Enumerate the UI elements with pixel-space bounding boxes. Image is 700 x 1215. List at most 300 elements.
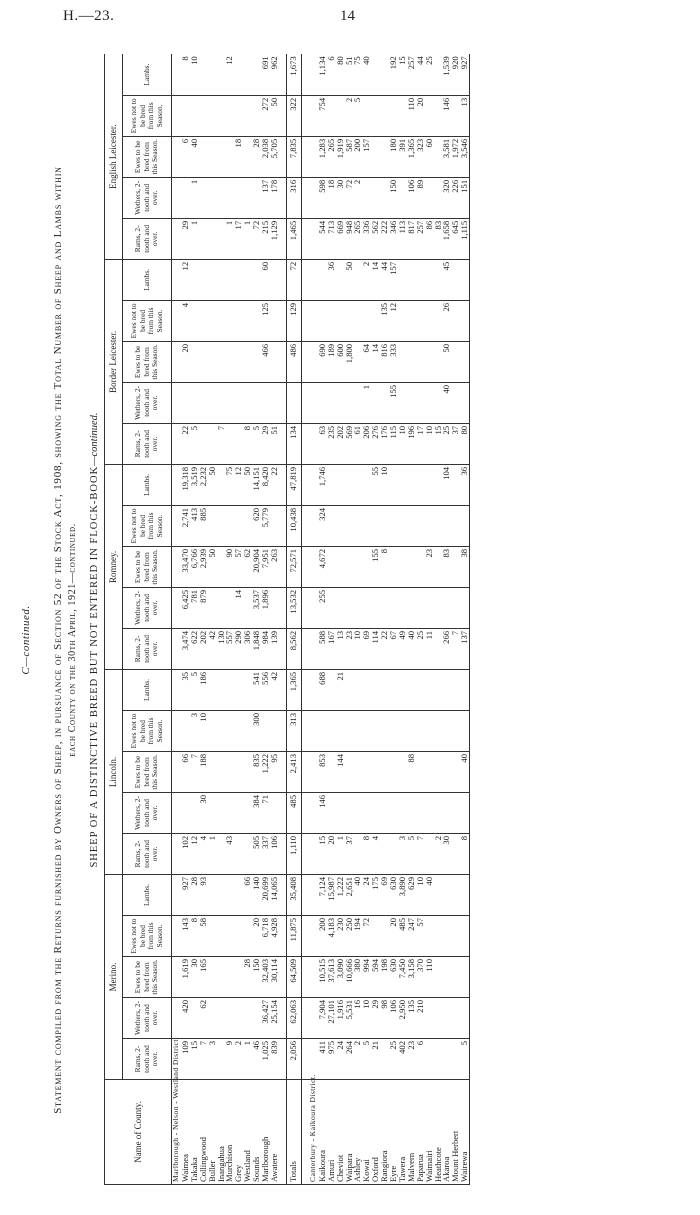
value-cell [345, 300, 354, 341]
county-name: Wairewa [460, 1080, 469, 1185]
value-cell: 1,896 [261, 587, 270, 628]
value-cell [380, 587, 389, 628]
subtitle-text: SHEEP OF A DISTINCTIVE BREED BUT NOT ENTERED IN FLOCK-BOOK [89, 465, 100, 868]
value-cell [407, 259, 416, 300]
subcolumn-header: Rams, 2-tooth and over. [123, 628, 172, 669]
value-cell [416, 587, 425, 628]
district-name: Canterbury - Kaikoura District. [309, 1080, 318, 1185]
value-cell: 15 [318, 833, 327, 874]
value-cell [398, 546, 407, 587]
value-cell: 7,450 [398, 957, 407, 998]
value-cell [451, 669, 460, 710]
spacer-cell [301, 136, 309, 177]
value-cell [345, 669, 354, 710]
county-name: Sounds [252, 1080, 261, 1185]
value-cell: 2,741 [181, 505, 190, 546]
value-cell: 2,038 [261, 136, 270, 177]
county-name: Tawera [398, 1080, 407, 1185]
value-cell: 688 [318, 669, 327, 710]
value-cell [451, 341, 460, 382]
value-cell: 93 [199, 874, 208, 915]
value-cell [380, 792, 389, 833]
value-cell [309, 259, 318, 300]
value-cell [416, 669, 425, 710]
value-cell [398, 464, 407, 505]
subcolumn-header: Wethers, 2-tooth and over. [123, 792, 172, 833]
spacer-cell [279, 628, 287, 669]
value-cell: 2,413 [286, 751, 301, 792]
value-cell [243, 54, 252, 95]
value-cell: 13,532 [286, 587, 301, 628]
value-cell: 17 [234, 218, 243, 259]
value-cell: 322 [286, 95, 301, 136]
value-cell [270, 259, 279, 300]
value-cell: 1,110 [286, 833, 301, 874]
value-cell [407, 464, 416, 505]
value-cell: 5 [362, 1039, 371, 1080]
value-cell: 485 [398, 916, 407, 957]
value-cell: 1 [243, 1039, 252, 1080]
value-cell: 109 [181, 1039, 190, 1080]
value-cell: 1,134 [318, 54, 327, 95]
value-cell: 62 [243, 546, 252, 587]
county-name: Oxford [371, 1080, 380, 1185]
value-cell: 1,465 [286, 218, 301, 259]
breed-group-header: Border Leicester. [105, 259, 123, 464]
value-cell: 235 [327, 423, 336, 464]
county-name: Ashley [353, 1080, 362, 1185]
value-cell: 25,154 [270, 998, 279, 1039]
value-cell: 26 [442, 300, 451, 341]
county-name: Grey [234, 1080, 243, 1185]
subcolumn-header: Lambs. [123, 54, 172, 95]
county-name: Takaka [190, 1080, 199, 1185]
value-cell: 176 [380, 423, 389, 464]
value-cell [389, 587, 398, 628]
subcolumn-header: Ewes not to be bred from this Season. [123, 300, 172, 341]
county-name: Waipara [345, 1080, 354, 1185]
value-cell [208, 957, 217, 998]
value-cell: 8 [190, 916, 199, 957]
value-cell: 64 [362, 341, 371, 382]
value-cell [336, 546, 345, 587]
value-cell [425, 710, 434, 751]
subcolumn-header: Lambs. [123, 464, 172, 505]
value-cell [353, 464, 362, 505]
value-cell: 40 [460, 751, 469, 792]
value-cell: 920 [451, 54, 460, 95]
value-cell: 594 [371, 957, 380, 998]
value-cell [380, 710, 389, 751]
county-name: Malvern [407, 1080, 416, 1185]
value-cell: 10,515 [318, 957, 327, 998]
value-cell: 8 [243, 423, 252, 464]
value-cell [234, 259, 243, 300]
value-cell: 40 [425, 874, 434, 915]
value-cell: 28 [252, 136, 261, 177]
value-cell [225, 751, 234, 792]
value-cell: 544 [318, 218, 327, 259]
value-cell [181, 792, 190, 833]
value-cell [425, 95, 434, 136]
value-cell: 50 [208, 546, 217, 587]
value-cell: 146 [318, 792, 327, 833]
value-cell [225, 874, 234, 915]
value-cell [172, 382, 181, 423]
value-cell: 95 [270, 751, 279, 792]
value-cell: 927 [460, 54, 469, 95]
value-cell: 66 [181, 751, 190, 792]
value-cell: 927 [181, 874, 190, 915]
value-cell: 562 [371, 218, 380, 259]
value-cell [336, 587, 345, 628]
value-cell: 1 [362, 382, 371, 423]
value-cell [225, 792, 234, 833]
value-cell [327, 300, 336, 341]
value-cell: 102 [181, 833, 190, 874]
value-cell [199, 136, 208, 177]
value-cell [234, 669, 243, 710]
value-cell [425, 259, 434, 300]
value-cell [434, 998, 443, 1039]
value-cell: 72 [362, 916, 371, 957]
value-cell: 15 [398, 54, 407, 95]
value-cell [460, 505, 469, 546]
value-cell [199, 177, 208, 218]
value-cell [389, 669, 398, 710]
value-cell: 384 [252, 792, 261, 833]
spacer-cell [279, 916, 287, 957]
value-cell [398, 382, 407, 423]
value-cell [234, 916, 243, 957]
value-cell: 58 [199, 916, 208, 957]
value-cell: 24 [336, 1039, 345, 1080]
value-cell: 215 [261, 218, 270, 259]
value-cell [460, 300, 469, 341]
county-name: Collingwood [199, 1080, 208, 1185]
value-cell: 230 [336, 916, 345, 957]
value-cell [309, 300, 318, 341]
value-cell: 2,939 [199, 546, 208, 587]
subcolumn-header: Ewes to be bred from this Season. [123, 546, 172, 587]
spacer-cell [301, 546, 309, 587]
value-cell [243, 177, 252, 218]
value-cell [389, 751, 398, 792]
value-cell [217, 259, 226, 300]
value-cell [243, 300, 252, 341]
value-cell [345, 546, 354, 587]
value-cell [190, 259, 199, 300]
spacer-cell [301, 792, 309, 833]
value-cell: 114 [371, 628, 380, 669]
county-name: Kaikoura [318, 1080, 327, 1185]
value-cell: 24 [362, 874, 371, 915]
value-cell: 3,546 [460, 136, 469, 177]
value-cell [442, 669, 451, 710]
value-cell: 21 [371, 1039, 380, 1080]
value-cell [407, 546, 416, 587]
value-cell [190, 382, 199, 423]
value-cell: 222 [380, 218, 389, 259]
value-cell: 485 [286, 792, 301, 833]
value-cell: 106 [407, 177, 416, 218]
spacer-cell [279, 1039, 287, 1080]
value-cell [243, 95, 252, 136]
county-name: Waimea [181, 1080, 190, 1185]
value-cell [460, 587, 469, 628]
value-cell: 10 [362, 998, 371, 1039]
value-cell [416, 382, 425, 423]
value-cell [318, 710, 327, 751]
value-cell [270, 792, 279, 833]
value-cell: 155 [371, 546, 380, 587]
value-cell [336, 505, 345, 546]
value-cell: 691 [261, 54, 270, 95]
value-cell [234, 505, 243, 546]
value-cell [371, 54, 380, 95]
value-cell [362, 95, 371, 136]
value-cell [217, 874, 226, 915]
value-cell: 7 [217, 423, 226, 464]
value-cell [217, 669, 226, 710]
value-cell [353, 751, 362, 792]
value-cell [442, 751, 451, 792]
value-cell: 7,951 [261, 546, 270, 587]
value-cell: 23 [345, 628, 354, 669]
spacer-cell [301, 177, 309, 218]
value-cell [345, 587, 354, 628]
county-name: Kowai [362, 1080, 371, 1185]
value-cell [425, 587, 434, 628]
value-cell: 10 [398, 423, 407, 464]
spacer-cell [301, 874, 309, 915]
value-cell [217, 957, 226, 998]
value-cell: 962 [270, 54, 279, 95]
value-cell: 49 [398, 628, 407, 669]
value-cell: 192 [389, 54, 398, 95]
value-cell: 3,890 [398, 874, 407, 915]
value-cell [398, 300, 407, 341]
value-cell [398, 259, 407, 300]
value-cell [398, 710, 407, 751]
value-cell: 598 [318, 177, 327, 218]
spacer-cell [279, 587, 287, 628]
spacer-cell [301, 341, 309, 382]
value-cell: 879 [199, 587, 208, 628]
value-cell [208, 177, 217, 218]
value-cell [425, 505, 434, 546]
value-cell: 8,562 [286, 628, 301, 669]
totals-row [286, 54, 301, 1184]
spacer-cell [279, 95, 287, 136]
value-cell [208, 382, 217, 423]
value-cell [380, 833, 389, 874]
value-cell [172, 177, 181, 218]
value-cell [451, 382, 460, 423]
value-cell [217, 505, 226, 546]
value-cell: 15 [190, 1039, 199, 1080]
value-cell [425, 669, 434, 710]
value-cell: 200 [353, 136, 362, 177]
value-cell [225, 916, 234, 957]
value-cell: 6,718 [261, 916, 270, 957]
value-cell [261, 382, 270, 423]
value-cell: 10 [190, 54, 199, 95]
value-cell: 37 [345, 833, 354, 874]
value-cell: 255 [318, 587, 327, 628]
value-cell [309, 710, 318, 751]
value-cell: 1 [190, 218, 199, 259]
district-name: Marlborough - Nelson - Westland District. [172, 1080, 181, 1185]
value-cell [208, 505, 217, 546]
value-cell: 18 [327, 177, 336, 218]
value-cell: 113 [398, 218, 407, 259]
spacer-cell [301, 54, 309, 95]
value-cell: 135 [407, 998, 416, 1039]
value-cell: 20 [181, 341, 190, 382]
value-cell [327, 710, 336, 751]
value-cell [234, 382, 243, 423]
county-name: Amuri [327, 1080, 336, 1185]
value-cell: 1,800 [345, 341, 354, 382]
value-cell [353, 710, 362, 751]
value-cell: 402 [398, 1039, 407, 1080]
value-cell: 4,672 [318, 546, 327, 587]
value-cell: 46 [252, 1039, 261, 1080]
value-cell: 98 [380, 998, 389, 1039]
value-cell [371, 587, 380, 628]
value-cell [407, 382, 416, 423]
value-cell: 55 [371, 464, 380, 505]
value-cell [425, 792, 434, 833]
value-cell [451, 505, 460, 546]
subcolumn-header: Ewes to be bred from this Season. [123, 751, 172, 792]
spacer-cell [301, 628, 309, 669]
value-cell: 10 [425, 423, 434, 464]
value-cell [217, 177, 226, 218]
value-cell [225, 998, 234, 1039]
value-cell: 486 [286, 341, 301, 382]
value-cell: 1,025 [261, 1039, 270, 1080]
value-cell: 106 [270, 833, 279, 874]
value-cell: 300 [252, 710, 261, 751]
table-row [460, 54, 469, 1184]
value-cell: 1,115 [460, 218, 469, 259]
value-cell: 8,420 [261, 464, 270, 505]
value-cell [243, 382, 252, 423]
value-cell: 1 [225, 218, 234, 259]
value-cell: 67 [389, 628, 398, 669]
value-cell [327, 546, 336, 587]
value-cell: 323 [416, 136, 425, 177]
value-cell: 320 [442, 177, 451, 218]
value-cell [190, 341, 199, 382]
value-cell: 4,928 [270, 916, 279, 957]
value-cell [425, 1039, 434, 1080]
value-cell: 40 [190, 136, 199, 177]
spacer-cell [279, 259, 287, 300]
value-cell: 413 [190, 505, 199, 546]
value-cell: 61 [353, 423, 362, 464]
value-cell: 72 [252, 218, 261, 259]
value-cell [451, 957, 460, 998]
value-cell: 150 [252, 957, 261, 998]
value-cell: 86 [425, 218, 434, 259]
value-cell: 25 [425, 54, 434, 95]
value-cell: 50 [345, 259, 354, 300]
value-cell [309, 382, 318, 423]
value-cell: 57 [416, 916, 425, 957]
subcolumn-header: Ewes not to be bred from this Season. [123, 95, 172, 136]
value-cell: 20,904 [252, 546, 261, 587]
value-cell [217, 710, 226, 751]
value-cell: 83 [434, 218, 443, 259]
value-cell [353, 792, 362, 833]
value-cell [181, 382, 190, 423]
value-cell: 7,904 [318, 998, 327, 1039]
value-cell: 1,919 [336, 136, 345, 177]
value-cell: 175 [371, 874, 380, 915]
value-cell [345, 382, 354, 423]
spacer-cell [301, 957, 309, 998]
value-cell: 37,613 [327, 957, 336, 998]
value-cell [460, 998, 469, 1039]
value-cell: 3,537 [252, 587, 261, 628]
spacer-cell [301, 218, 309, 259]
statement-title-line2: each County on the 30th April, 1921—continued. [67, 523, 78, 757]
value-cell [199, 423, 208, 464]
value-cell [336, 300, 345, 341]
value-cell: 28 [190, 874, 199, 915]
value-cell: 32,403 [261, 957, 270, 998]
value-cell [451, 587, 460, 628]
value-cell [442, 957, 451, 998]
county-name: Eyre [389, 1080, 398, 1185]
breed-group-header: Merino. [105, 874, 123, 1079]
county-name: Marlborough [261, 1080, 270, 1185]
value-cell [362, 505, 371, 546]
spacer-cell [301, 587, 309, 628]
value-cell [434, 792, 443, 833]
value-cell: 1,673 [286, 54, 301, 95]
value-cell [217, 300, 226, 341]
value-cell: 104 [442, 464, 451, 505]
value-cell: 137 [460, 628, 469, 669]
value-cell: 200 [318, 916, 327, 957]
subcolumn-header: Rams, 2-tooth and over. [123, 218, 172, 259]
value-cell: 629 [407, 874, 416, 915]
spacer-cell [279, 710, 287, 751]
value-cell: 6,766 [190, 546, 199, 587]
value-cell: 1 [190, 177, 199, 218]
value-cell [425, 177, 434, 218]
spacer-cell [301, 751, 309, 792]
value-cell: 60 [261, 259, 270, 300]
value-cell [416, 505, 425, 546]
value-cell: 5 [190, 423, 199, 464]
value-cell [172, 95, 181, 136]
continued-heading: C—continued. [20, 605, 32, 675]
value-cell: 557 [225, 628, 234, 669]
value-cell [371, 177, 380, 218]
value-cell: 264 [345, 1039, 354, 1080]
value-cell [460, 710, 469, 751]
value-cell [199, 341, 208, 382]
value-cell: 125 [261, 300, 270, 341]
value-cell: 272 [261, 95, 270, 136]
value-cell [442, 874, 451, 915]
value-cell [208, 259, 217, 300]
